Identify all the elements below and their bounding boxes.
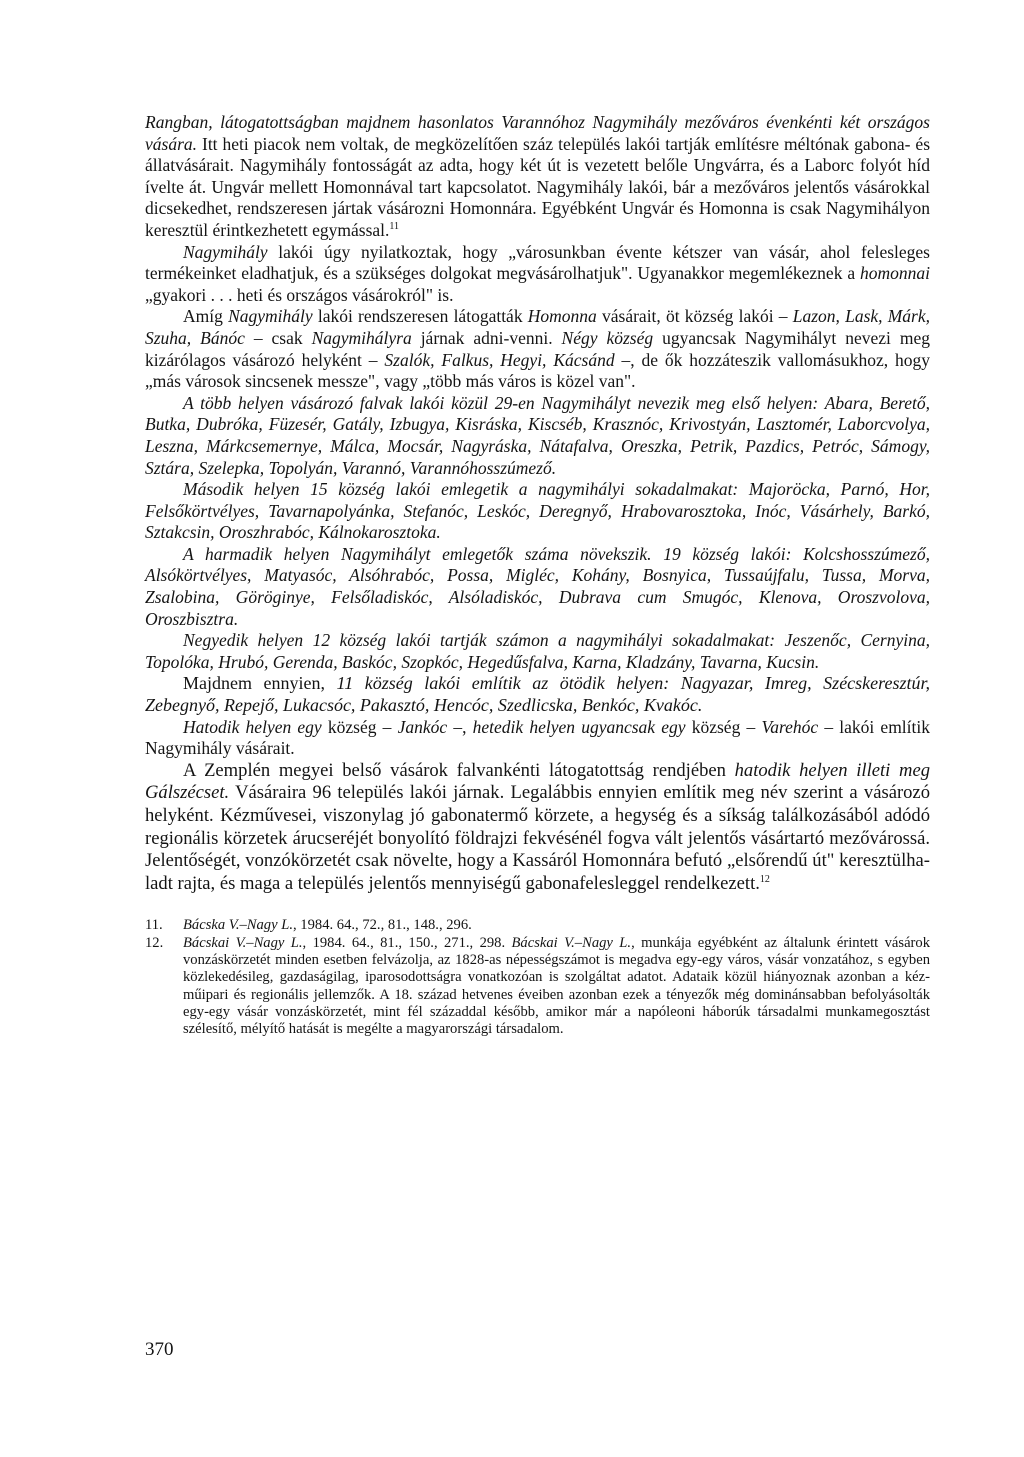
italic-run: Varehóc: [761, 716, 819, 737]
footnote: [145, 935, 930, 1039]
text-run: , 1984. 64., 72., 81., 148., 296.: [293, 917, 472, 934]
italic-run: Rangban, látogatottságban majdnem hasonlatos Varannóhoz Nagymihály mezőváros évenkénti két országos vására.: [145, 112, 930, 154]
paragraph: [145, 760, 930, 896]
italic-run: Lazon, Lask, Márk, Szuha, Bánóc: [145, 306, 930, 348]
text-run: község –: [685, 716, 762, 737]
paragraph: [145, 630, 930, 673]
text-run: Majdnem ennyien,: [183, 673, 337, 694]
text-run: „gyakori . . . heti és országos vásárokról" is.: [145, 284, 454, 305]
footnote-ref: 11: [389, 221, 400, 233]
paragraph: [145, 673, 930, 716]
italic-run: Nagymihályra: [311, 327, 412, 348]
text-run: –, de ők hozzáteszik vallomásukhoz, hogy „más városok sincsenek messze", vagy „több más város is közel van".: [145, 349, 930, 392]
italic-run: homonnai: [860, 263, 930, 284]
footnote-number: 11.: [145, 917, 163, 934]
text-run: , munkája egyébként az általunk érintett vásárok vonzáskörzetét minden esetben felvázolja, az 1828-as népességszámot is megadva egy-egy város, vásár vonzatához, s egyben közlekedésileg, gazdaságilag, iparosodottságra vonatkozóan is szolgáltat adatot. Adataik közül hiányoznak azonban a kézműipari és regionális jellemzők. A 18. század hetvenes éveiben azonban ezek a tényezők még dominánsabban befolyásolták egy-egy vásár vonzáskörzetét, mint fél századdal később, amikor már a napóleoni háborúk társadalmi munkamegosztást szélesítő, mélyítő hatását is megélte a magyarországi társadalom.: [183, 934, 930, 1038]
text-run: A Zemplén megyei belső vásárok falvankénti látogatottság rendjében: [183, 759, 735, 781]
text-run: lakói rendszeresen látogatták: [312, 306, 528, 327]
footnote-ref: 12: [759, 873, 770, 885]
paragraph: [145, 717, 930, 760]
paragraph: [145, 544, 930, 630]
italic-run: Második helyen 15 község lakói emlegetik a nagymihályi sokadalmakat: Majoröcka, Parnó, Hor, Felsőkörtvélyes, Tavarnapolyánka, Stefanóc, Leskóc, Deregnyő, Hrabovarosztoka, Inóc, Vásárhely, Barkó, Sztakcsin, Oroszhrabóc, Kálnokarosztoka.: [145, 479, 930, 543]
paragraph: [145, 306, 930, 392]
italic-run: Negyedik helyen 12 község lakói tartják számon a nagymihályi sokadalmakat: Jeszenőc, Cernyina, Topolóka, Hrubó, Gerenda, Baskóc, Szopkóc, Hegedűsfalva, Karna, Kladzány, Tavarna, Kucsin.: [145, 630, 930, 672]
paragraph: [145, 112, 930, 242]
italic-run: Négy község: [561, 327, 654, 348]
italic-run: hatodik helyen illeti meg Gálszécset.: [145, 759, 930, 804]
italic-run: Nagymihály: [228, 306, 313, 327]
footnote: [145, 917, 930, 934]
text-run: község –: [321, 716, 398, 737]
text-run: Itt heti piacok nem voltak, de megközelítően száz település lakói tartják említésre méltónak gabona- és állatvásárait. Nagymihály fontosságát az adta, hogy két út is vezetett belőle Ungvárra, és a Laborc folyót híd ívelte át. Ungvár mellett Homonnával tart kapcsolatot. Nagymihály lakói, bár a mezőváros jelentős vásárokkal dicsekedhet, rendszeresen jártak vásározni Homonnára. Egyébként Ungvár és Homonna is csak Nagymihályon keresztül érintkezhetett egymással.: [145, 133, 930, 240]
text-run: ugyancsak Nagymihályt nevezi meg kizárólagos vásározó helyként –: [145, 327, 930, 370]
italic-run: Homonna: [527, 306, 597, 327]
text-run: – lakói említik Nagymihály vásárait.: [145, 716, 931, 759]
page-content: [145, 112, 930, 1038]
text-run: – csak: [244, 327, 312, 348]
italic-run: 11 község lakói említik az ötödik helyen: Nagyazar, Imreg, Szécskeresztúr, Zebegnyő, Repejő, Lukacsóc, Pakasztó, Hencóc, Szedlicska, Benkóc, Kvakóc.: [145, 673, 931, 716]
italic-run: Bácskai V.–Nagy L.: [183, 934, 303, 951]
text-run: lakói úgy nyilatkoztak, hogy „városunkban évente kétszer van vásár, ahol felesleges termékeinket eladhatjuk, és a szükséges dolgokat megvásárolhatjuk". Ugyanakkor megemlékeznek a: [145, 241, 930, 284]
text-run: vásárait, öt község lakói –: [596, 306, 793, 327]
italic-run: Bácskai V.–Nagy L.: [511, 934, 632, 951]
italic-run: Nagymihály: [183, 241, 268, 262]
main-text: [145, 112, 930, 895]
text-run: , 1984. 64., 81., 150., 271., 298.: [302, 934, 512, 951]
text-run: járnak adni-venni.: [411, 327, 562, 348]
italic-run: Bácska V.–Nagy L.: [183, 917, 293, 934]
text-run: –,: [447, 716, 473, 737]
text-run: Vásáraira 96 település lakói járnak. Legalábbis ennyien említik meg név szerint a vásározó helyként. Kézművesei, viszonylag jó gabonatermő körzete, a hegység és a síkság találkozásából adódó regionális körzetek árucseréjét bonyolító földrajzi fekvésénél fogva vált jelentős vásártartó mezővárossá. Jelentőségét, vonzókörzetét csak növelte, hogy a Kassáról Homonnára befutó „elsőrendű út" keresztülhaladt rajta, és maga a település jelentős mennyiségű gabonafelesleggel rendelkezett.: [145, 782, 930, 894]
footnotes: [145, 917, 930, 1038]
italic-run: A harmadik helyen Nagymihályt emlegetők száma növekszik. 19 község lakói: Kolcshosszúmező, Alsókörtvélyes, Matyasóc, Alsóhrabóc, Possa, Migléc, Kohány, Bosnyica, Tussaújfalu, Tussa, Morva, Zsalobina, Göröginye, Felsőladiskóc, Alsóladiskóc, Dubrava cum Smugóc, Klenova, Oroszvolova, Oroszbisztra.: [145, 543, 930, 629]
italic-run: Jankóc: [397, 716, 448, 737]
italic-run: Hatodik helyen egy: [183, 716, 322, 737]
italic-run: Szalók, Falkus, Hegyi, Kácsánd: [384, 349, 615, 370]
paragraph: [145, 242, 930, 307]
paragraph: [145, 393, 930, 479]
italic-run: hetedik helyen ugyancsak egy: [472, 716, 686, 737]
page-number: 370: [145, 1339, 174, 1360]
italic-run: A több helyen vásározó falvak lakói közül 29-en Nagymihályt nevezik meg első helyen: Abara, Berető, Butka, Dubróka, Füzesér, Gatály, Izbugya, Kisráska, Kiscséb, Krasznóc, Krivostyán, Lasztomér, Laborcvolya, Leszna, Márkcsemernye, Málca, Mocsár, Nagyráska, Nátafalva, Oreszka, Petrik, Pazdics, Petróc, Sámogy, Sztára, Szelepka, Topolyán, Varannó, Varannóhosszúmező.: [145, 392, 930, 478]
footnote-number: 12.: [145, 934, 164, 951]
text-run: Amíg: [183, 306, 229, 327]
paragraph: [145, 479, 930, 544]
